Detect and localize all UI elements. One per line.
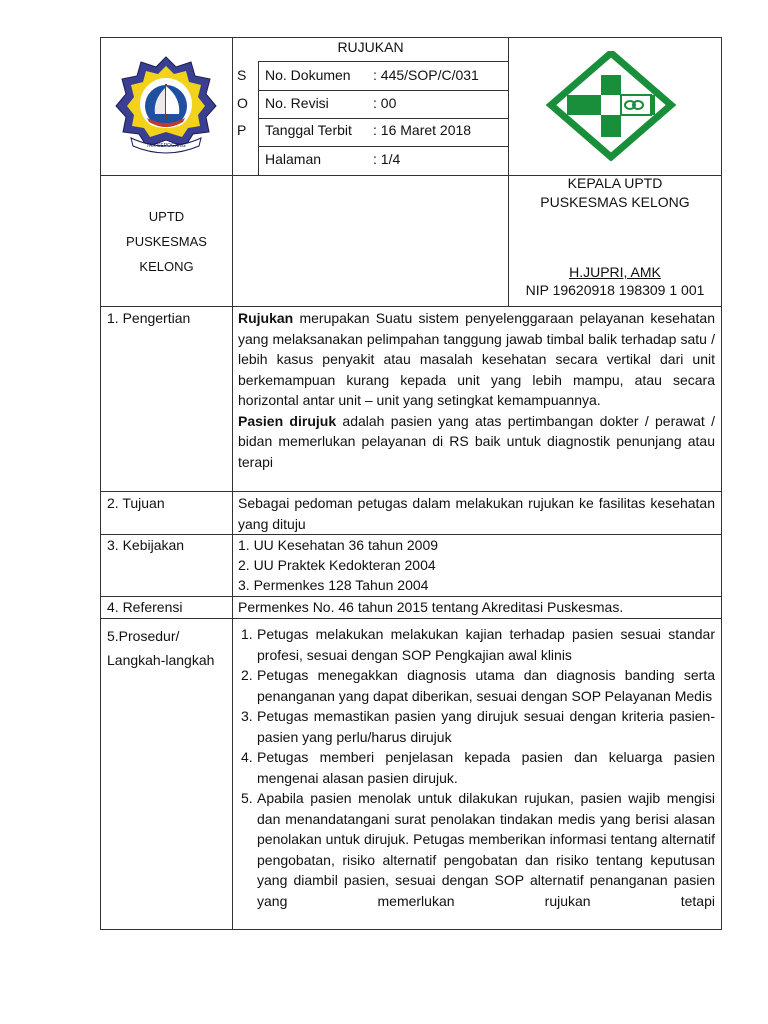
sop-letter: P [237, 122, 247, 138]
field-value-no-dokumen: : 445/SOP/C/031 [373, 67, 479, 83]
row-divider [258, 61, 508, 62]
policy-item: 1. UU Kesehatan 36 tahun 2009 [238, 537, 439, 553]
section-label-tujuan: 2. Tujuan [107, 495, 165, 511]
sop-letter: O [237, 95, 248, 111]
section-text-tujuan: Sebagai pedoman petugas dalam melakukan rujukan ke fasilitas kesehatan yang dituju [238, 495, 715, 532]
unit-line: UPTD [148, 209, 185, 224]
procedure-step [238, 665, 715, 706]
term-rujukan: Rujukan [238, 310, 294, 326]
procedure-step-number: 1. [241, 626, 253, 642]
procedure-step [238, 788, 715, 911]
procedure-step-number: 3. [241, 708, 253, 724]
row-divider [101, 491, 721, 492]
document-title: RUJUKAN [337, 39, 404, 55]
procedure-list [238, 624, 715, 911]
field-value-halaman: : 1/4 [373, 151, 401, 167]
logo-motto-text: TAK SEPOGANG [146, 143, 186, 149]
head-title-line: PUSKESMAS KELONG [540, 194, 690, 210]
row-divider [258, 118, 508, 119]
procedure-step-text: Petugas memastikan pasien yang dirujuk sesuai dengan kriteria pasien-pasien yang perlu/harus dirujuk [257, 708, 715, 745]
head-name: H.JUPRI, AMK [569, 264, 661, 280]
procedure-step-text: Apabila pasien menolak untuk dilakukan rujukan, pasien wajib mengisi dan menandatangani surat penolakan tindakan medis yang berisi alasan penolakan untuk dirujuk. Petugas memberikan informasi tentang alternatif pengobatan, risiko alternatif pengobatan dan risiko tentang keputusan yang diambil pasien, sesuai dengan SOP alternatif penanganan pasien yang memerlukan rujukan tetapi [257, 790, 715, 909]
procedure-step-number: 4. [241, 749, 253, 765]
field-label-tanggal-terbit: Tanggal Terbit [265, 122, 352, 138]
section-label-pengertian: 1. Pengertian [107, 310, 191, 326]
procedure-step-number: 2. [241, 667, 253, 683]
unit-line: KELONG [139, 259, 194, 274]
field-label-no-dokumen: No. Dokumen [265, 67, 351, 83]
procedure-step [238, 706, 715, 747]
field-label-no-revisi: No. Revisi [265, 95, 329, 111]
row-divider [101, 618, 721, 619]
puskesmas-cross-logo [545, 51, 677, 161]
head-title-line: KEPALA UPTD [567, 175, 663, 191]
sop-document [100, 37, 722, 930]
section-label-kebijakan: 3. Kebijakan [107, 537, 185, 553]
policy-item: 2. UU Praktek Kedokteran 2004 [238, 557, 436, 573]
section-label-referensi: 4. Referensi [107, 599, 183, 615]
section-text-referensi: Permenkes No. 46 tahun 2015 tentang Akreditasi Puskesmas. [238, 599, 624, 615]
head-nip: NIP 19620918 198309 1 001 [525, 282, 705, 298]
procedure-step [238, 747, 715, 788]
procedure-step [238, 624, 715, 665]
row-divider [258, 90, 508, 91]
procedure-step-number: 5. [241, 790, 253, 806]
field-value-no-revisi: : 00 [373, 95, 397, 111]
procedure-step-text: Petugas memberi penjelasan kepada pasien dan keluarga pasien mengenai alasan pasien dirujuk. [257, 749, 715, 786]
section-label-prosedur [107, 624, 214, 672]
row-divider [258, 146, 508, 147]
section-label-line: Langkah-langkah [107, 652, 215, 668]
procedure-step-text: Petugas melakukan melakukan kajian terhadap pasien sesuai standar profesi, sesuai dengan SOP Pengkajian awal klinis [257, 626, 715, 663]
procedure-step-text: Petugas menegakkan diagnosis utama dan diagnosis banding serta penanganan yang dapat diberikan, sesuai dengan SOP Pelayanan Medis [257, 667, 715, 704]
term-pasien-dirujuk: Pasien dirujuk [238, 412, 337, 429]
policy-item: 3. Permenkes 128 Tahun 2004 [238, 577, 429, 593]
sop-letter: S [237, 67, 247, 83]
definition-pasien-dirujuk: adalah pasien yang atas pertimbangan dokter / perawat / bidan memerlukan pelayanan di RS baik untuk diagnostik penunjang atau terapi [238, 412, 715, 470]
unit-line: PUSKESMAS [126, 234, 207, 249]
head-title [509, 174, 721, 212]
column-divider-left [232, 38, 233, 930]
regional-emblem-logo [113, 54, 219, 162]
field-value-tanggal-terbit: : 16 Maret 2018 [373, 122, 472, 138]
section-label-line: 5.Prosedur/ [107, 628, 180, 644]
row-divider [101, 306, 721, 307]
unit-name [101, 204, 232, 279]
field-label-halaman: Halaman [265, 151, 322, 167]
definition-rujukan: merupakan Suatu sistem penyelenggaraan pelayanan kesehatan yang melaksanakan pelimpahan tanggung jawab timbal balik terhadap satu / lebih kasus penyakit atau masalah kesehatan secara vertikal dari unit berkemampuan kurang kepada unit yang lebih mampu, atau secara horizontal antar unit – unit yang setingkat kemampuannya. [238, 310, 716, 408]
section-text-pengertian [238, 308, 715, 472]
